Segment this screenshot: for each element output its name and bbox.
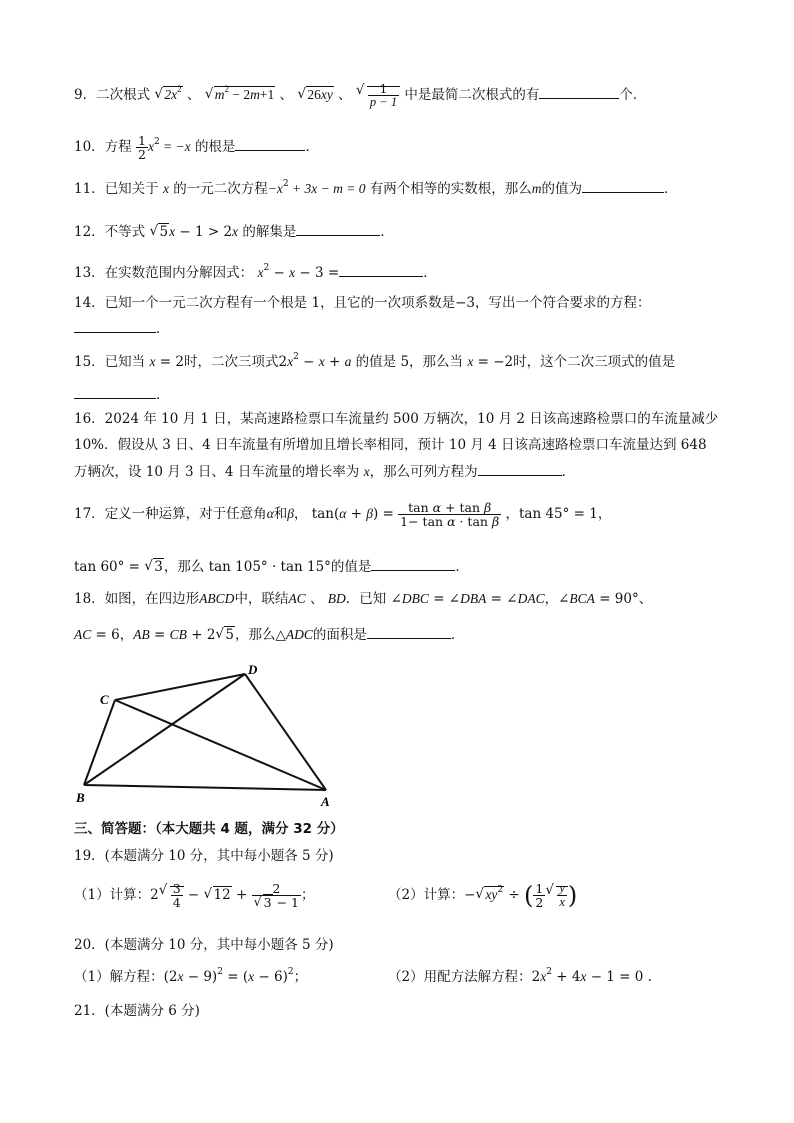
question-14: 14．已知一个一元二次方程有一个根是 1，且它的一次项系数是−3，写出一个符合要求的方程： [74, 295, 651, 311]
answer-blank-17[interactable] [371, 556, 455, 571]
question-13: 13．在实数范围内分解因式： $x^2 - x - 3$ = ． [74, 263, 437, 281]
question-19-part2: （2）计算：−√ $xy^2$ ÷ ( $\frac{1}{2}$ √ $\frac{y}{x}$ ) [388, 882, 577, 909]
answer-blank-9[interactable] [539, 84, 619, 99]
section-heading: 三、简答题：（本大题共 4 题，满分 32 分） [74, 821, 344, 837]
question-18-line2: AC = 6，AB = CB + 2√ 5，那么△ADC的面积是 ． [74, 624, 464, 644]
question-9: 9．二次根式 √ $2x^2$ 、 √ $m^2 - 2m+1$ 、 √ 26xy 、 √ $\frac{1}{p - 1}$ 中是最简二次根式的有 个． [74, 82, 646, 109]
question-16-line1: 16．2024 年 10 月 1 日，某高速路检票口车流量约 500 万辆次，10 月 2 日该高速路检票口的车流量减少 [74, 411, 719, 427]
answer-blank-12[interactable] [296, 221, 380, 236]
question-21-head: 21．(本题满分 6 分) [74, 1003, 200, 1019]
question-17: 17．定义一种运算，对于任意角α和β， tan(α + β) = $\frac{\text{tan α + tan β}}{\text{1− tan α · tan β}}$ ，tan 45° = 1， [74, 500, 612, 529]
question-16-line2: 10%．假设从 3 日、4 日车流量有所增加且增长率相同，预计 10 月 4 日该高速路检票口车流量达到 648 [74, 437, 707, 453]
answer-blank-15[interactable] [74, 384, 156, 399]
question-20-part1: （1）解方程：$(2x - 9)^2 = (x - 6)^2$； [74, 967, 308, 985]
question-16-line3: 万辆次，设 10 月 3 日、4 日车流量的增长率为 x，那么可列方程为 ． [74, 461, 575, 481]
question-12: 12．不等式 √ 5x − 1 > 2x 的解集是 ． [74, 221, 394, 241]
question-15: 15．已知当 x = 2时，二次三项式$2x^2 - x + a$ 的值是 5，那么当 x = −2时，这个二次三项式的值是 [74, 352, 676, 370]
label-d: D [248, 662, 258, 677]
question-19-part1: （1）计算：2 √ $\frac{3}{4}$ − √ 12 + 2 √ 3 − 1 ； [74, 882, 314, 909]
answer-blank-13[interactable] [339, 262, 423, 277]
label-b: B [76, 790, 85, 805]
question-19-head: 19．(本题满分 10 分，其中每小题各 5 分) [74, 848, 334, 864]
question-20-head: 20．(本题满分 10 分，其中每小题各 5 分) [74, 937, 334, 953]
answer-blank-11[interactable] [582, 178, 664, 193]
question-20-part2: （2）用配方法解方程：$2x^2 + 4x - 1 = 0$ . [388, 967, 652, 985]
label-a: A [321, 794, 330, 809]
question-11: 11．已知关于 x 的一元二次方程$-x^2 + 3x - m = 0$ 有两个相等的实数根，那么m的值为 ． [74, 179, 678, 197]
answer-blank-16[interactable] [478, 461, 562, 476]
question-10: 10．方程 $\frac{1}{2}$ $x^2 = -x$ 的根是 ． [74, 133, 319, 162]
question-18: 18．如图，在四边形ABCD中，联结AC 、 BD．已知 ∠DBC = ∠DBA = ∠DAC，∠BCA = 90°、 [74, 591, 653, 607]
label-c: C [100, 692, 109, 707]
question-17-line2: tan 60° = √ 3，那么 tan 105° · tan 15°的值是 ． [74, 556, 469, 576]
answer-blank-14[interactable] [74, 318, 156, 333]
question-14-answer: ． [74, 318, 170, 338]
answer-blank-18[interactable] [367, 624, 451, 639]
question-15-answer: ． [74, 384, 170, 404]
answer-blank-10[interactable] [235, 136, 305, 151]
quadrilateral-figure [70, 662, 350, 812]
